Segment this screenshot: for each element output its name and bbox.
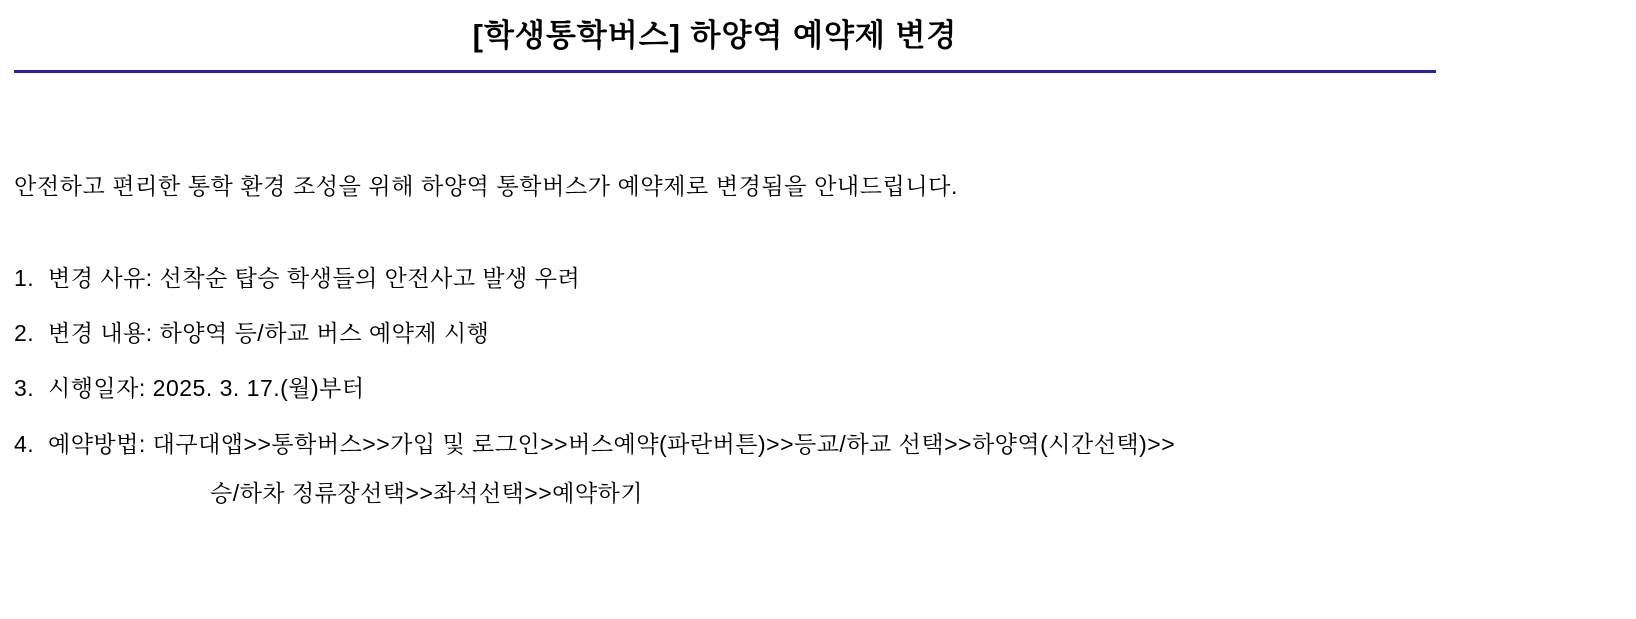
list-item-label: 예약방법: 대구대앱>>통학버스>>가입 및 로그인>>버스예약(파란버튼)>>등교/하교 선택>>하양역(시간선택)>> xyxy=(48,430,1176,457)
title-divider xyxy=(14,70,1436,73)
list-item-number: 2. xyxy=(14,320,35,347)
list-item-number: 4. xyxy=(14,430,35,457)
list-item xyxy=(14,262,1596,295)
list-item-continuation: 승/하차 정류장선택>>좌석선택>>예약하기 xyxy=(210,480,643,507)
list-item-number: 3. xyxy=(14,375,35,402)
list-item-label: 변경 사유: 선착순 탑승 학생들의 안전사고 발생 우려 xyxy=(48,264,581,291)
page-title: [학생통학버스] 하양역 예약제 변경 xyxy=(472,18,958,53)
list-item xyxy=(14,372,1596,405)
list-item xyxy=(14,317,1596,350)
document-body xyxy=(0,169,1636,510)
list-item-label: 시행일자: 2025. 3. 17.(월)부터 xyxy=(48,375,365,402)
list-item-label: 변경 내용: 하양역 등/하교 버스 예약제 시행 xyxy=(48,320,490,347)
intro-paragraph: 안전하고 편리한 통학 환경 조성을 위해 하양역 통학버스가 예약제로 변경됨을 안내드립니다. xyxy=(14,173,958,200)
list-item xyxy=(14,428,1596,461)
list-item-number: 1. xyxy=(14,264,35,291)
numbered-list xyxy=(14,262,1596,511)
